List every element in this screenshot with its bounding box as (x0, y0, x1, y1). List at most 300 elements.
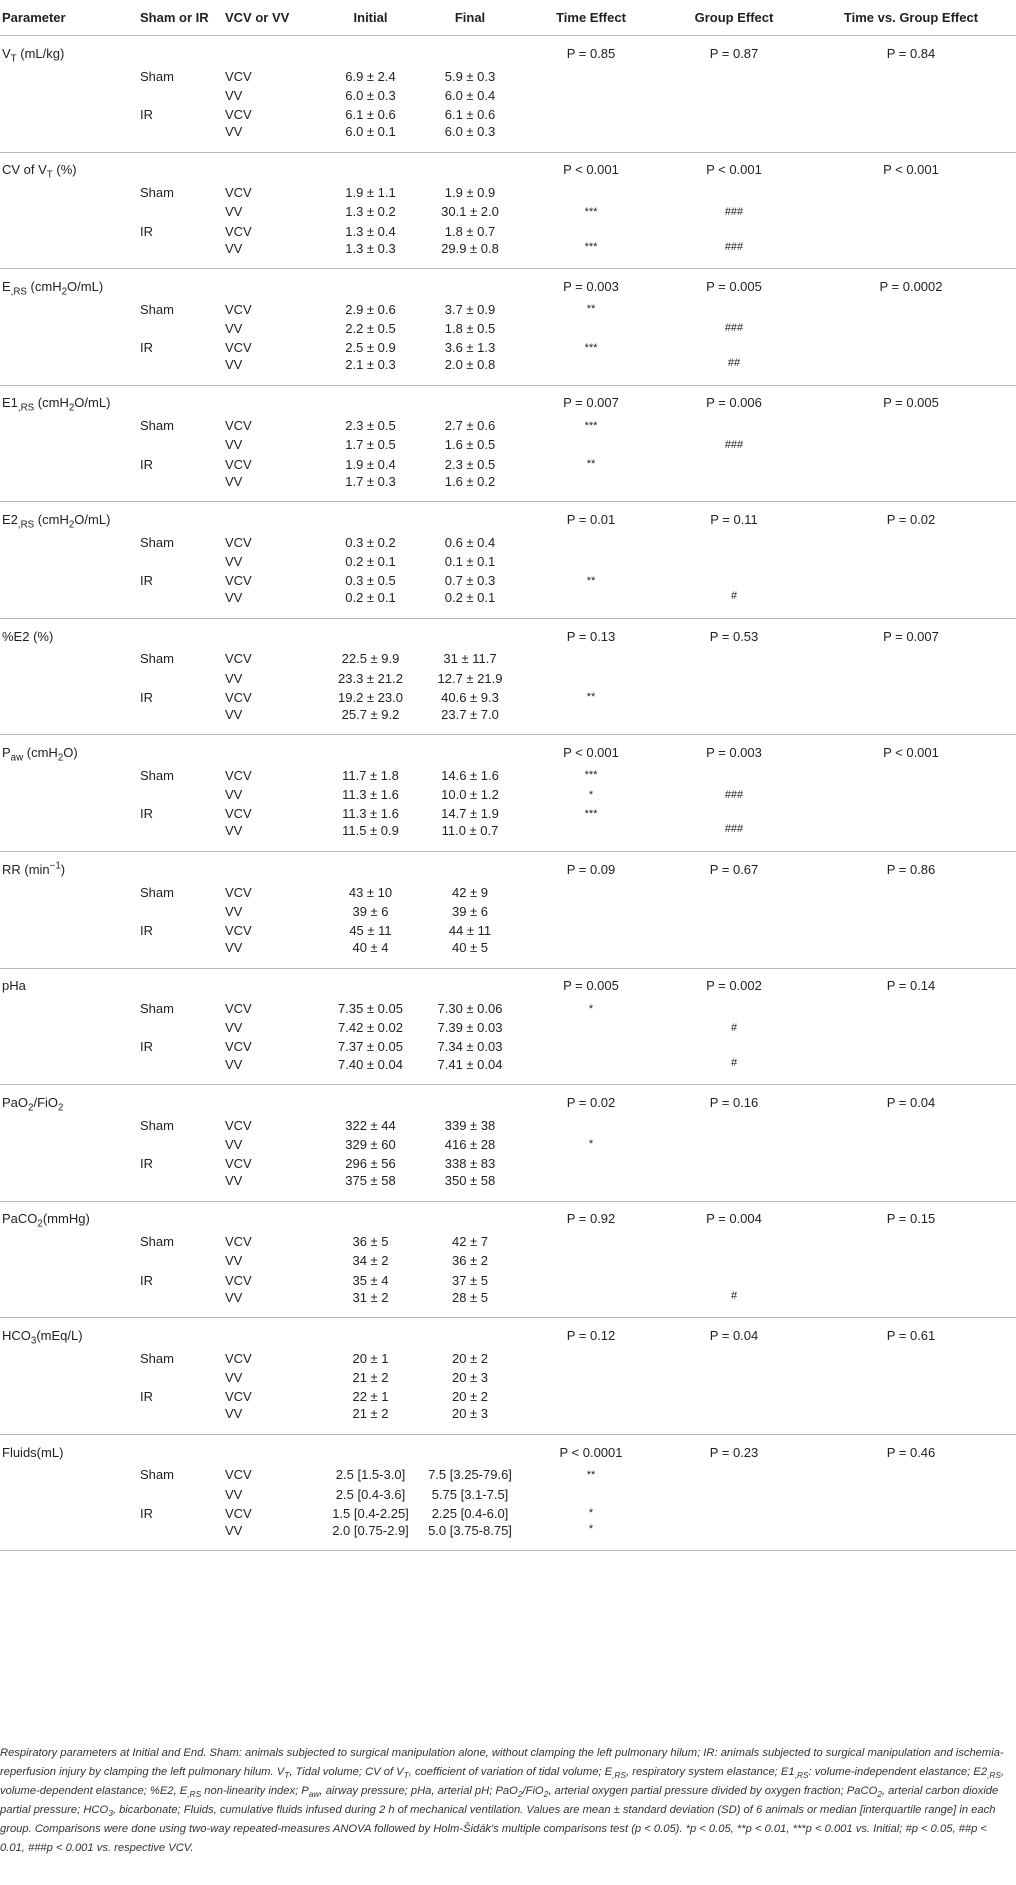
initial-cell: 1.5 [0.4-2.25] (332, 1505, 409, 1521)
mode-cell: VV (225, 124, 321, 152)
initial-cell: 2.5 ± 0.9 (345, 340, 396, 356)
final-cell (420, 385, 520, 416)
time-effect-mark (520, 882, 662, 901)
parameter-row (0, 851, 1016, 882)
group-effect-mark (662, 999, 806, 1018)
parameter-name (0, 300, 140, 319)
mode-cell: VV (225, 554, 243, 570)
group-cell (140, 902, 225, 921)
initial-cell: 31 ± 2 (321, 1290, 420, 1318)
mode-cell: VV (225, 1020, 243, 1036)
time-vs-group-cell (806, 1484, 1016, 1503)
initial-cell (321, 152, 420, 183)
initial-cell (321, 1434, 420, 1465)
final-cell: 12.7 ± 21.9 (437, 670, 503, 686)
time-effect-mark (520, 1349, 662, 1368)
time-vs-group-cell (806, 766, 1016, 785)
group-cell: IR (140, 922, 153, 938)
group-cell (140, 474, 225, 502)
mode-cell: VCV (225, 68, 252, 84)
final-cell: 36 ± 2 (451, 1253, 489, 1269)
mode-cell: VCV (225, 1505, 252, 1521)
time-effect-mark (520, 221, 662, 240)
group-effect-p: P = 0.11 (710, 512, 758, 527)
table-row (0, 1504, 1016, 1523)
table-row (0, 124, 1016, 152)
group-effect-p: P = 0.23 (709, 1444, 759, 1460)
time-effect-p: P = 0.02 (566, 1094, 616, 1110)
table-row (0, 1116, 1016, 1135)
initial-cell: 11.3 ± 1.6 (342, 787, 399, 803)
table-row (0, 67, 1016, 86)
initial-cell: 39 ± 6 (352, 903, 389, 919)
time-vs-group-cell (806, 533, 1016, 552)
mode-cell: VV (225, 590, 321, 618)
parameter-row (0, 1434, 1016, 1465)
mode-cell (225, 735, 321, 766)
table-row (0, 1387, 1016, 1406)
time-effect-p: P < 0.001 (563, 162, 619, 178)
column-header: Group Effect (662, 0, 806, 36)
final-cell: 40 ± 5 (420, 940, 520, 968)
group-effect-mark (662, 649, 806, 668)
group-effect-mark (662, 455, 806, 474)
final-cell: 0.6 ± 0.4 (444, 534, 496, 550)
parameter-name (0, 1349, 140, 1368)
initial-cell: 1.7 ± 0.3 (321, 474, 420, 502)
time-vs-group-cell (806, 940, 1016, 968)
group-effect-mark (662, 1271, 806, 1290)
final-cell: 1.8 ± 0.7 (444, 223, 496, 239)
time-vs-group-cell (806, 124, 1016, 152)
group-cell (140, 785, 225, 804)
initial-cell: 23.3 ± 21.2 (338, 670, 403, 686)
time-effect-mark: *** (584, 419, 598, 432)
time-effect-mark (520, 124, 662, 152)
mode-cell: VV (225, 1136, 243, 1152)
time-vs-group-cell (806, 999, 1016, 1018)
mode-cell (225, 1085, 321, 1116)
time-vs-group-cell (806, 202, 1016, 221)
time-vs-group-cell (806, 221, 1016, 240)
mode-cell: VV (225, 823, 321, 851)
initial-cell: 322 ± 44 (345, 1117, 396, 1133)
final-cell: 7.41 ± 0.04 (420, 1057, 520, 1085)
mode-cell: VV (225, 1486, 243, 1502)
time-effect-mark: ** (586, 1468, 596, 1481)
group-cell (140, 1251, 225, 1270)
initial-cell: 1.9 ± 1.1 (345, 185, 396, 201)
initial-cell: 6.0 ± 0.1 (321, 124, 420, 152)
parameter-name (0, 1484, 140, 1503)
parameter-name: Fluids(mL) (2, 1444, 64, 1460)
group-effect-mark (662, 804, 806, 823)
group-cell (140, 86, 225, 105)
group-effect-mark (662, 1368, 806, 1387)
group-cell: IR (140, 106, 153, 122)
mode-cell: VCV (225, 573, 252, 589)
parameter-name: CV of $V_T$ (%) (2, 162, 77, 181)
parameter-row (0, 618, 1016, 649)
final-cell: 7.5 [3.25-79.6] (428, 1467, 512, 1483)
time-vs-group-cell (806, 590, 1016, 618)
table-row (0, 1368, 1016, 1387)
mode-cell (225, 1434, 321, 1465)
initial-cell: 6.1 ± 0.6 (345, 106, 396, 122)
final-cell (420, 36, 520, 67)
mode-cell: VV (225, 1290, 321, 1318)
table-row (0, 921, 1016, 940)
final-cell: 44 ± 11 (448, 922, 492, 938)
time-vs-group-cell (806, 902, 1016, 921)
group-cell (140, 435, 225, 454)
time-vs-group-cell (806, 1523, 1016, 1551)
mode-cell: VV (225, 87, 243, 103)
column-header: Sham or IR (140, 0, 225, 36)
time-effect-p: P = 0.01 (566, 512, 616, 527)
time-vs-group-cell (806, 338, 1016, 357)
parameter-name (0, 67, 140, 86)
time-vs-group-cell (806, 669, 1016, 688)
table-row (0, 435, 1016, 454)
initial-cell (321, 735, 420, 766)
time-vs-group-cell (806, 1368, 1016, 1387)
time-vs-group-p: P = 0.86 (886, 861, 936, 877)
table-row (0, 1465, 1016, 1484)
group-cell: Sham (140, 418, 174, 434)
group-cell (140, 823, 225, 851)
final-cell: 350 ± 58 (420, 1173, 520, 1201)
initial-cell: 375 ± 58 (321, 1173, 420, 1201)
time-vs-group-cell (806, 921, 1016, 940)
table-row (0, 804, 1016, 823)
mode-cell: VV (225, 940, 321, 968)
group-cell: IR (140, 456, 153, 472)
mode-cell: VCV (225, 1156, 252, 1172)
time-effect-p: P = 0.005 (563, 978, 619, 994)
final-cell: 6.0 ± 0.4 (444, 87, 496, 103)
time-effect-p: P = 0.13 (566, 628, 616, 644)
time-effect-mark: *** (584, 769, 598, 782)
parameter-name: PaO$_2$/FiO$_2$ (2, 1094, 64, 1114)
group-effect-p: P = 0.006 (706, 395, 762, 411)
time-effect-p: P = 0.09 (566, 861, 616, 877)
group-effect-p: P = 0.04 (709, 1327, 759, 1343)
group-cell (140, 36, 225, 67)
mode-cell: VCV (225, 1001, 252, 1017)
initial-cell: 43 ± 10 (348, 884, 393, 900)
final-cell: 2.0 ± 0.8 (420, 357, 520, 385)
time-vs-group-p: P = 0.84 (886, 45, 936, 61)
parameter-name (0, 1271, 140, 1290)
parameter-row (0, 152, 1016, 183)
time-vs-group-cell (806, 241, 1016, 269)
time-vs-group-cell (806, 1290, 1016, 1318)
parameter-name (0, 823, 140, 851)
parameter-name (0, 1037, 140, 1056)
parameter-name (0, 804, 140, 823)
initial-cell: 2.3 ± 0.5 (345, 418, 396, 434)
group-cell (140, 319, 225, 338)
final-cell: 20 ± 2 (451, 1389, 489, 1405)
table-row (0, 319, 1016, 338)
group-cell (140, 241, 225, 269)
time-effect-mark (520, 319, 662, 338)
parameter-name (0, 86, 140, 105)
mode-cell: VCV (225, 806, 252, 822)
table-row (0, 533, 1016, 552)
time-vs-group-p: P = 0.04 (886, 1094, 936, 1110)
final-cell: 339 ± 38 (444, 1117, 496, 1133)
initial-cell (321, 269, 420, 300)
table-row (0, 1484, 1016, 1503)
mode-cell: VV (225, 1057, 321, 1085)
time-effect-mark (520, 1387, 662, 1406)
table-row (0, 823, 1016, 851)
parameter-name: $V_T$ (mL/kg) (2, 45, 65, 65)
initial-cell (321, 1085, 420, 1116)
parameter-name (0, 688, 140, 707)
group-effect-mark (662, 1251, 806, 1270)
group-cell: Sham (140, 651, 174, 667)
table-row (0, 882, 1016, 901)
mode-cell: VV (225, 320, 243, 336)
column-header: Time vs. Group Effect (806, 0, 1016, 36)
time-effect-mark (520, 940, 662, 968)
parameter-name (0, 1504, 140, 1523)
initial-cell: 0.2 ± 0.1 (321, 590, 420, 618)
parameter-name (0, 319, 140, 338)
header-row (0, 0, 1016, 36)
group-cell (140, 669, 225, 688)
parameter-name (0, 124, 140, 152)
parameter-name: $E1_{,RS}$ (cmH$_2$O/mL) (2, 395, 111, 415)
initial-cell: 7.37 ± 0.05 (338, 1039, 403, 1055)
time-vs-group-cell (806, 804, 1016, 823)
group-effect-mark (662, 1116, 806, 1135)
table-row (0, 940, 1016, 968)
group-effect-p: P = 0.005 (706, 278, 762, 294)
final-cell: 30.1 ± 2.0 (441, 204, 499, 220)
group-effect-p: P < 0.001 (706, 162, 762, 178)
final-cell (420, 502, 520, 533)
time-vs-group-p: P = 0.005 (883, 395, 939, 411)
group-effect-mark: ### (662, 241, 806, 269)
time-effect-mark (520, 1018, 662, 1037)
mode-cell: VCV (225, 534, 252, 550)
group-effect-mark (662, 300, 806, 319)
time-vs-group-cell (806, 300, 1016, 319)
mode-cell (225, 851, 321, 882)
table-row (0, 1057, 1016, 1085)
initial-cell: 21 ± 2 (321, 1406, 420, 1434)
time-vs-group-cell (806, 1116, 1016, 1135)
final-cell: 3.7 ± 0.9 (444, 301, 496, 317)
time-effect-mark (520, 552, 662, 571)
table-row (0, 86, 1016, 105)
parameter-name (0, 1173, 140, 1201)
mode-cell: VV (225, 903, 243, 919)
parameter-name (0, 1135, 140, 1154)
group-effect-p: P = 0.002 (706, 978, 762, 994)
final-cell: 20 ± 3 (451, 1369, 489, 1385)
group-cell (140, 1406, 225, 1434)
time-vs-group-p: P = 0.61 (886, 1327, 936, 1343)
group-cell: Sham (140, 1117, 174, 1133)
group-cell (140, 1368, 225, 1387)
time-vs-group-cell (806, 552, 1016, 571)
group-effect-mark (662, 1406, 806, 1434)
time-vs-group-cell (806, 67, 1016, 86)
time-effect-mark (520, 1037, 662, 1056)
initial-cell: 2.2 ± 0.5 (345, 320, 396, 336)
group-effect-mark: # (662, 590, 806, 618)
parameter-name (0, 338, 140, 357)
final-cell (420, 968, 520, 999)
group-effect-mark (662, 1484, 806, 1503)
time-effect-mark: * (588, 1138, 594, 1151)
group-cell (140, 1085, 225, 1116)
group-effect-mark: ### (724, 322, 744, 335)
group-cell (140, 552, 225, 571)
final-cell: 37 ± 5 (451, 1272, 489, 1288)
table-row (0, 1232, 1016, 1251)
time-effect-mark: *** (584, 205, 598, 218)
group-effect-p: P = 0.16 (709, 1094, 759, 1110)
mode-cell: VV (225, 787, 243, 803)
initial-cell: 11.3 ± 1.6 (342, 806, 399, 822)
table-body (0, 36, 1016, 1551)
final-cell: 2.3 ± 0.5 (444, 456, 496, 472)
initial-cell: 21 ± 2 (352, 1369, 389, 1385)
group-effect-mark (662, 707, 806, 735)
initial-cell: 0.2 ± 0.1 (345, 554, 396, 570)
time-effect-mark (520, 86, 662, 105)
parameter-name (0, 1368, 140, 1387)
group-cell: IR (140, 689, 153, 705)
parameter-name (0, 590, 140, 618)
time-effect-mark: * (588, 1507, 594, 1520)
group-effect-mark (662, 221, 806, 240)
group-cell: Sham (140, 1467, 174, 1483)
time-vs-group-p: P = 0.007 (883, 628, 939, 644)
group-effect-mark (662, 1173, 806, 1201)
mode-cell: VV (225, 1523, 321, 1551)
time-effect-mark (520, 1251, 662, 1270)
final-cell: 40.6 ± 9.3 (441, 689, 499, 705)
parameter-row (0, 385, 1016, 416)
time-effect-mark: ** (586, 303, 596, 316)
final-cell: 29.9 ± 0.8 (420, 241, 520, 269)
time-vs-group-p: P < 0.001 (883, 745, 939, 761)
table-row (0, 241, 1016, 269)
group-cell (140, 735, 225, 766)
mode-cell: VCV (225, 922, 252, 938)
group-cell (140, 1523, 225, 1551)
time-vs-group-p: P < 0.001 (883, 162, 939, 178)
group-cell (140, 357, 225, 385)
group-effect-mark (662, 1232, 806, 1251)
table-row (0, 300, 1016, 319)
initial-cell: 2.5 [1.5-3.0] (335, 1467, 406, 1483)
time-effect-mark (520, 1154, 662, 1173)
table-row (0, 1173, 1016, 1201)
group-cell: Sham (140, 1234, 174, 1250)
group-cell: Sham (140, 1350, 174, 1366)
final-cell: 20 ± 2 (451, 1350, 489, 1366)
initial-cell: 1.3 ± 0.3 (321, 241, 420, 269)
group-effect-mark: # (662, 1290, 806, 1318)
mode-cell (225, 1318, 321, 1349)
time-effect-p: P = 0.85 (566, 45, 616, 61)
mode-cell: VCV (225, 689, 252, 705)
mode-cell: VCV (225, 1272, 252, 1288)
group-cell (140, 1484, 225, 1503)
time-vs-group-cell (806, 1018, 1016, 1037)
mode-cell: VV (225, 241, 321, 269)
group-cell (140, 269, 225, 300)
parameter-name: $HCO_3(mEq/L)$ (2, 1327, 83, 1347)
parameter-name (0, 183, 140, 202)
initial-cell: 2.1 ± 0.3 (321, 357, 420, 385)
time-effect-mark (520, 1232, 662, 1251)
mode-cell: VCV (225, 1350, 252, 1366)
group-effect-mark (662, 1504, 806, 1523)
parameter-name (0, 1232, 140, 1251)
time-vs-group-cell (806, 1154, 1016, 1173)
table-row (0, 105, 1016, 124)
time-effect-mark (520, 590, 662, 618)
table-row (0, 338, 1016, 357)
final-cell: 6.0 ± 0.3 (420, 124, 520, 152)
final-cell: 1.6 ± 0.5 (444, 437, 496, 453)
time-effect-mark (520, 1116, 662, 1135)
group-effect-mark (662, 474, 806, 502)
mode-cell: VCV (225, 106, 252, 122)
final-cell: 0.1 ± 0.1 (444, 554, 496, 570)
group-cell (140, 202, 225, 221)
group-cell (140, 618, 225, 649)
final-cell: 14.6 ± 1.6 (441, 767, 499, 783)
final-cell: 20 ± 3 (420, 1406, 520, 1434)
final-cell: 23.7 ± 7.0 (420, 707, 520, 735)
final-cell: 5.0 [3.75-8.75] (420, 1523, 520, 1551)
parameter-row (0, 735, 1016, 766)
initial-cell: 20 ± 1 (352, 1350, 389, 1366)
mode-cell: VV (225, 437, 243, 453)
group-effect-p: P = 0.87 (709, 45, 759, 61)
time-vs-group-p: P = 0.46 (886, 1444, 936, 1460)
table-row (0, 455, 1016, 474)
parameter-name: $P_{aw}$ (cmH$_2$O) (2, 745, 78, 764)
group-cell (140, 502, 225, 533)
group-effect-mark (662, 902, 806, 921)
group-cell: IR (140, 1389, 153, 1405)
table-row (0, 902, 1016, 921)
group-effect-p: P = 0.003 (706, 745, 762, 761)
parameter-name (0, 202, 140, 221)
time-effect-mark (520, 1271, 662, 1290)
group-effect-mark (662, 533, 806, 552)
mode-cell: VV (225, 670, 243, 686)
table-row (0, 202, 1016, 221)
group-effect-p: P = 0.53 (709, 628, 759, 644)
group-cell: IR (140, 1505, 153, 1521)
group-effect-mark: ### (724, 788, 744, 801)
time-vs-group-cell (806, 319, 1016, 338)
time-effect-mark (520, 823, 662, 851)
time-vs-group-cell (806, 86, 1016, 105)
